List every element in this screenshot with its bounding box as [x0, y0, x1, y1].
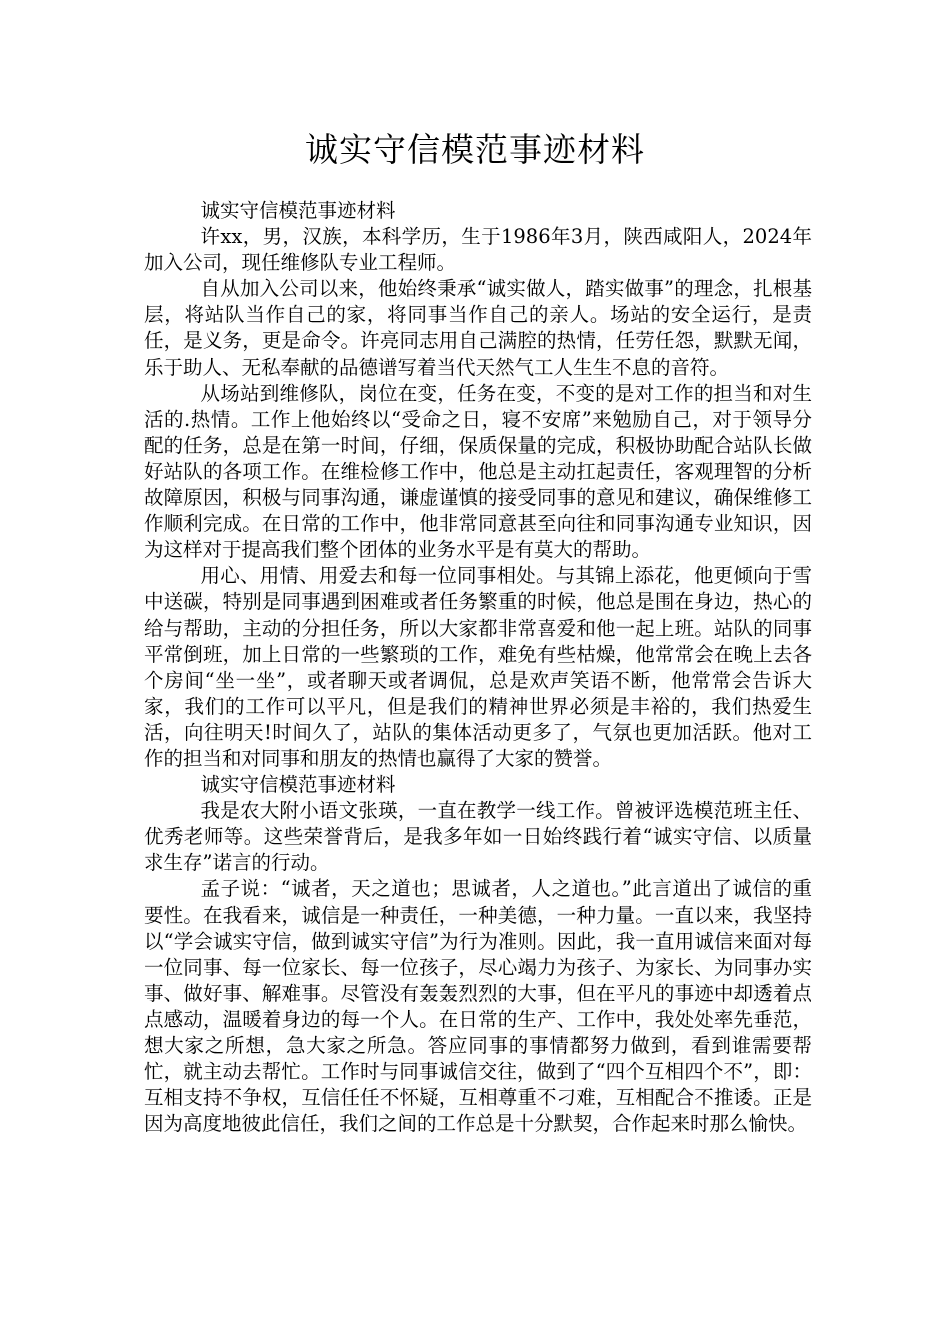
body-paragraph: 我是农大附小语文张瑛，一直在教学一线工作。曾被评选模范班主任、优秀老师等。这些荣誉背后，是我多年如一日始终践行着“诚实守信、以质量求生存”诺言的行动。	[144, 799, 812, 875]
document-title: 诚实守信模范事迹材料	[305, 130, 645, 169]
body-paragraph: 自从加入公司以来，他始终秉承“诚实做人，踏实做事”的理念，扎根基层，将站队当作自己的家，将同事当作自己的亲人。场站的安全运行，是责任，是义务，更是命令。许亮同志用自己满腔的热情，任劳任怨，默默无闻，乐于助人、无私奉献的品德谱写着当代天然气工人生生不息的音符。	[144, 277, 812, 379]
subtitle-paragraph: 诚实守信模范事迹材料	[200, 773, 396, 797]
body-paragraph: 孟子说：“诚者，天之道也；思诚者，人之道也。”此言道出了诚信的重要性。在我看来，诚信是一种责任，一种美德，一种力量。一直以来，我坚持以“学会诚实守信，做到诚实守信”为行为准则。因此，我一直用诚信来面对每一位同事、每一位家长、每一位孩子，尽心竭力为孩子、为家长、为同事办实事、做好事、解难事。尽管没有轰轰烈烈的大事，但在平凡的事迹中却透着点点感动，温暖着身边的每一个人。在日常的生产、工作中，我处处率先垂范，想大家之所想，急大家之所急。答应同事的事情都努力做到，看到谁需要帮忙，就主动去帮忙。工作时与同事诚信交往，做到了“四个互相四个不”，即：互相支持不争权，互信任任不怀疑，互相尊重不刁难，互相配合不推诿。正是因为高度地彼此信任，我们之间的工作总是十分默契，合作起来时那么愉快。	[144, 877, 812, 1136]
body-paragraph: 用心、用情、用爱去和每一位同事相处。与其锦上添花，他更倾向于雪中送碳，特别是同事遇到困难或者任务繁重的时候，他总是围在身边，热心的给与帮助，主动的分担任务，所以大家都非常喜爱和他一起上班。站队的同事平常倒班，加上日常的一些繁琐的工作，难免有些枯燥，他常常会在晚上去各个房间“坐一坐”，或者聊天或者调侃，总是欢声笑语不断，他常常会告诉大家，我们的工作可以平凡，但是我们的精神世界必须是丰裕的，我们热爱生活，向往明天!时间久了，站队的集体活动更多了，气氛也更加活跃。他对工作的担当和对同事和朋友的热情也赢得了大家的赞誉。	[144, 564, 812, 770]
body-paragraph: 从场站到维修队，岗位在变，任务在变，不变的是对工作的担当和对生活的.热情。工作上他始终以“受命之日，寝不安席”来勉励自己，对于领导分配的任务，总是在第一时间，仔细，保质保量的完成，积极协助配合站队长做好站队的各项工作。在维检修工作中，他总是主动扛起责任，客观理智的分析故障原因，积极与同事沟通，谦虚谨慎的接受同事的意见和建议，确保维修工作顺利完成。在日常的工作中，他非常同意甚至向往和同事沟通专业知识，因为这样对于提高我们整个团体的业务水平是有莫大的帮助。	[144, 381, 812, 562]
document-body	[144, 198, 812, 1137]
subtitle-paragraph: 诚实守信模范事迹材料	[200, 199, 396, 222]
intro-paragraph: 许xx，男，汉族，本科学历，生于1986年3月，陕西咸阳人，2024年加入公司，现任维修队专业工程师。	[144, 225, 812, 275]
